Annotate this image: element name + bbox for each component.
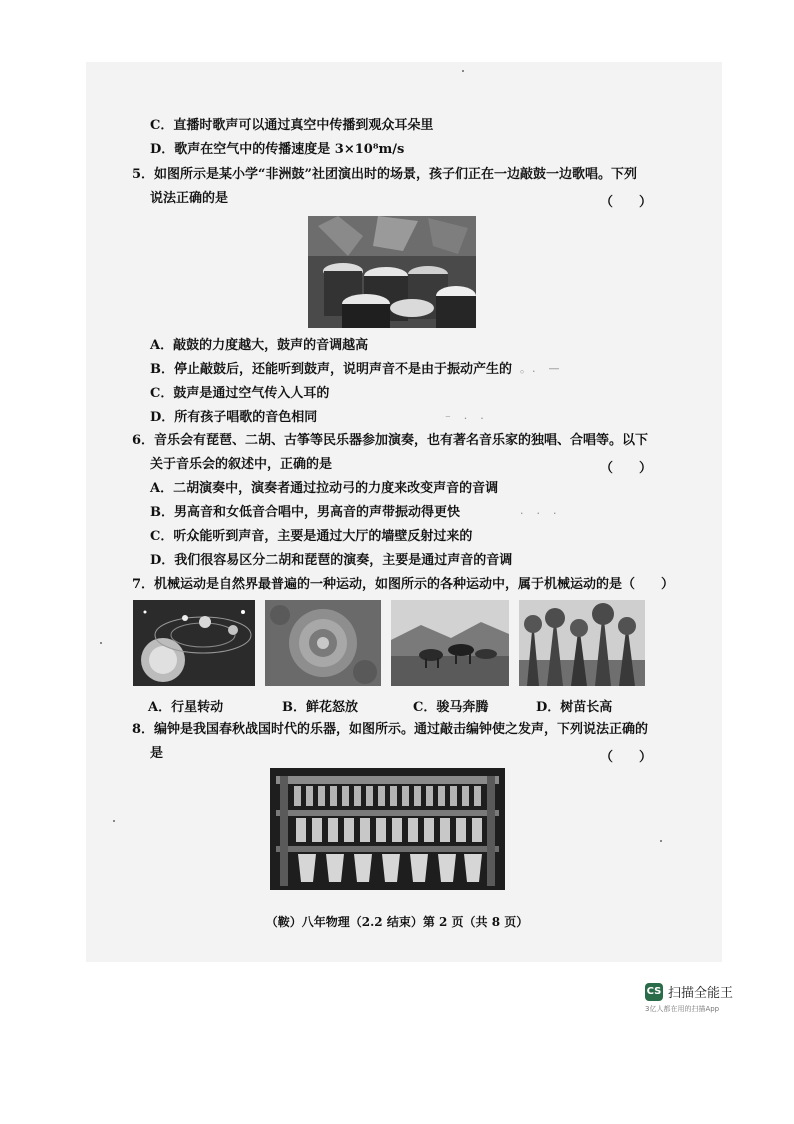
scanner-tagline: 3亿人都在用的扫描App — [645, 1005, 720, 1013]
bianzhong-bells-photo — [270, 768, 505, 890]
scan-speck — [660, 840, 662, 842]
q7-stem: 7．机械运动是自然界最普遍的一种运动，如图所示的各种运动中，属于机械运动的是（ ） — [132, 577, 675, 592]
scanner-app-name: 扫描全能王 — [668, 986, 734, 1001]
page-footer: （鞍）八年物理（2.2 结束）第 2 页（共 8 页） — [265, 915, 529, 929]
camscanner-logo-icon: CS — [645, 983, 663, 1001]
q7-option-a: A．行星转动 — [148, 700, 224, 715]
q4-option-c: C．直播时歌声可以通过真空中传播到观众耳朵里 — [150, 118, 434, 133]
q6-option-b: B．男高音和女低音合唱中，男高音的声带振动得更快 — [150, 505, 460, 520]
scan-speck — [113, 820, 115, 822]
q7-option-b: B．鲜花怒放 — [282, 700, 358, 715]
q4-option-d: D．歌声在空气中的传播速度是 3×10⁸m/s — [150, 142, 405, 157]
q5-option-a: A．敲鼓的力度越大，鼓声的音调越高 — [150, 338, 369, 353]
blooming-flower-photo — [265, 600, 381, 686]
q6-option-c: C．听众能听到声音，主要是通过大厅的墙壁反射过来的 — [150, 529, 473, 544]
q6-option-a: A．二胡演奏中，演奏者通过拉动弓的力度来改变声音的音调 — [150, 481, 499, 496]
q5-stem-line2: 说法正确的是 — [150, 191, 229, 206]
q6-answer-blank: （ ） — [600, 461, 653, 476]
scan-speck — [100, 642, 102, 644]
q8-stem-line1: 8．编钟是我国春秋战国时代的乐器，如图所示。通过敲击编钟使之发声，下列说法正确的 — [132, 722, 649, 737]
galloping-horses-photo — [391, 600, 509, 686]
growing-saplings-photo — [519, 600, 645, 686]
planet-rotation-photo — [133, 600, 255, 686]
q7-option-d: D．树苗长高 — [536, 700, 613, 715]
bleed-through-mark: · · · — [520, 507, 558, 520]
q5-stem-line1: 5．如图所示是某小学“非洲鼓”社团演出时的场景，孩子们正在一边敲鼓一边歌唱。下列 — [132, 167, 638, 182]
q8-stem-line2: 是 — [150, 746, 164, 761]
bleed-through-mark: 。. — — [520, 362, 561, 375]
q6-stem-line2: 关于音乐会的叙述中，正确的是 — [150, 457, 333, 472]
q7-option-c: C．骏马奔腾 — [413, 700, 489, 715]
q5-option-c: C．鼓声是通过空气传入人耳的 — [150, 386, 330, 401]
scan-speck — [462, 70, 464, 72]
q5-answer-blank: （ ） — [600, 195, 653, 210]
q5-option-d: D．所有孩子唱歌的音色相同 — [150, 410, 318, 425]
q8-answer-blank: （ ） — [600, 750, 653, 765]
q6-stem-line1: 6．音乐会有琵琶、二胡、古筝等民乐器参加演奏，也有著名音乐家的独唱、合唱等。以下 — [132, 433, 649, 448]
q5-option-b: B．停止敲鼓后，还能听到鼓声，说明声音不是由于振动产生的 — [150, 362, 512, 377]
q6-option-d: D．我们很容易区分二胡和琵琶的演奏，主要是通过声音的音调 — [150, 553, 513, 568]
bleed-through-mark: ⁻ · · — [445, 412, 485, 425]
african-drums-photo — [308, 216, 476, 328]
